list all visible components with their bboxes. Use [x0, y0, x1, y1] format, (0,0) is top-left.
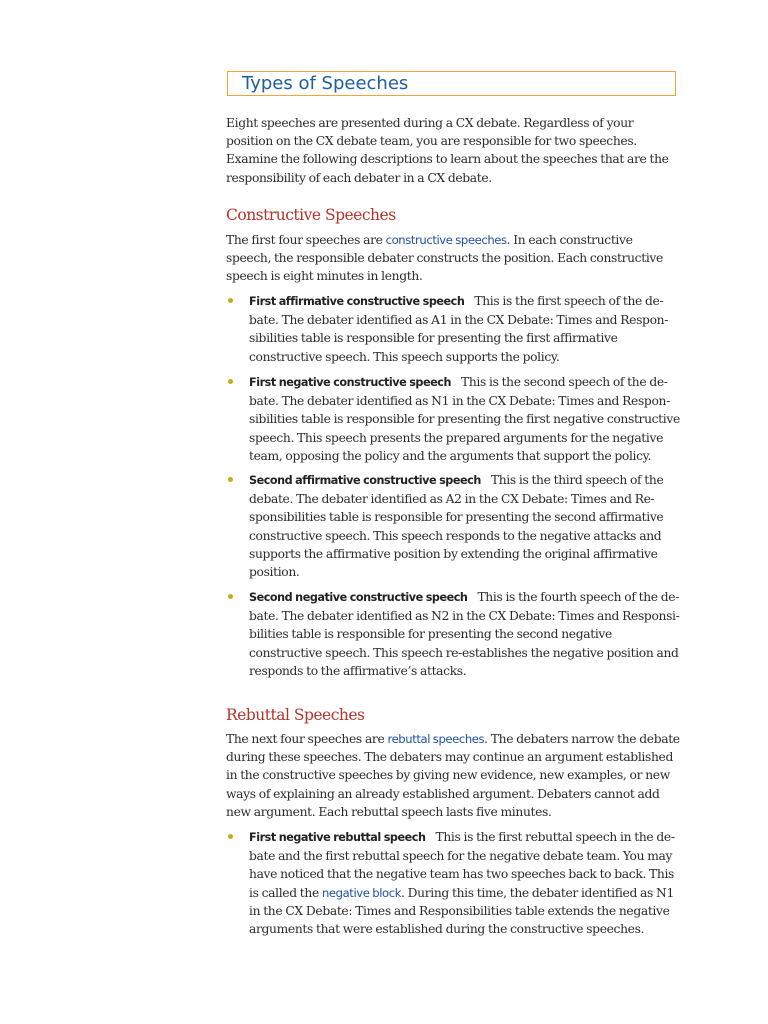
item-term: First negative constructive speech	[249, 376, 451, 389]
bullet-icon	[228, 379, 233, 384]
rebuttal-paragraph	[226, 730, 680, 821]
intro-section	[226, 114, 680, 187]
title-box	[227, 71, 676, 96]
bullet-icon	[228, 298, 233, 303]
item-text: . During this time, the debater identified as N1 in the CX Debate: Times and Responsibilities table extends the negative arguments that were established during the constructive speeches.	[249, 885, 674, 937]
constructive-para-text: The first four speeches are	[226, 233, 386, 247]
rebuttal-para-text: . The debaters narrow the debate during these speeches. The debaters may continue an argument established in the constructive speeches by giving new evidence, new examples, or new ways of explaining an already established argument. Debaters cannot add new argument. Each rebuttal speech lasts five minutes.	[226, 732, 680, 819]
constructive-speeches-term[interactable]: constructive speeches	[385, 233, 507, 247]
page-title: Types of Speeches	[242, 73, 409, 94]
item-term: First negative rebuttal speech	[249, 831, 426, 844]
item-text: This is the first speech of the de-bate. The debater identified as A1 in the CX Debate: Times and Respon-sibilities table is responsible for presenting the first affirmative constructive speech. This speech supports the policy.	[249, 294, 668, 364]
rebuttal-para-text: The next four speeches are	[226, 732, 388, 746]
item-term: Second negative constructive speech	[249, 591, 468, 604]
item-text: This is the third speech of the debate. The debater identified as A2 in the CX Debate: Times and Re-sponsibilities table is responsible for presenting the second affirmative constructive speech. This speech responds to the negative attacks and supports the affirmative position by extending the original affirmative position.	[249, 473, 664, 580]
item-term: Second affirmative constructive speech	[249, 474, 481, 487]
negative-block-term[interactable]: negative block	[321, 885, 402, 900]
intro-paragraph: Eight speeches are presented during a CX debate. Regardless of your position on the CX debate team, you are responsible for two speeches. Examine the following descriptions to learn about the speeches that are the responsibility of each debater in a CX debate.	[226, 116, 669, 185]
rebuttal-speeches-term[interactable]: rebuttal speeches	[387, 732, 485, 746]
rebuttal-heading: Rebuttal Speeches	[226, 706, 365, 724]
constructive-para-text: . In each constructive speech, the responsible debater constructs the position. Each constructive speech is eight minutes in length.	[226, 233, 663, 284]
bullet-icon	[228, 834, 233, 839]
item-text: This is the second speech of the de-bate. The debater identified as N1 in the CX Debate: Times and Respon-sibilities table is responsible for presenting the first negative constructive speech. This speech presents the prepared arguments for the negative team, opposing the policy and the arguments that support the policy.	[249, 375, 680, 463]
constructive-paragraph	[226, 231, 680, 286]
item-text: This is the first rebuttal speech in the de-bate and the first rebuttal speech for the negative debate team. You may have noticed that the negative team has two speeches back to back. This is called the	[249, 830, 675, 900]
bullet-icon	[228, 477, 233, 482]
bullet-icon	[228, 594, 233, 599]
item-text: This is the fourth speech of the de-bate. The debater identified as N2 in the CX Debate: Times and Responsi- bilities table is responsible for presenting the second negative constructive speech. This speech re-establishes the negative position and responds to the affirmative’s attacks.	[249, 590, 680, 678]
constructive-heading: Constructive Speeches	[226, 206, 396, 224]
item-term: First affirmative constructive speech	[249, 295, 465, 308]
